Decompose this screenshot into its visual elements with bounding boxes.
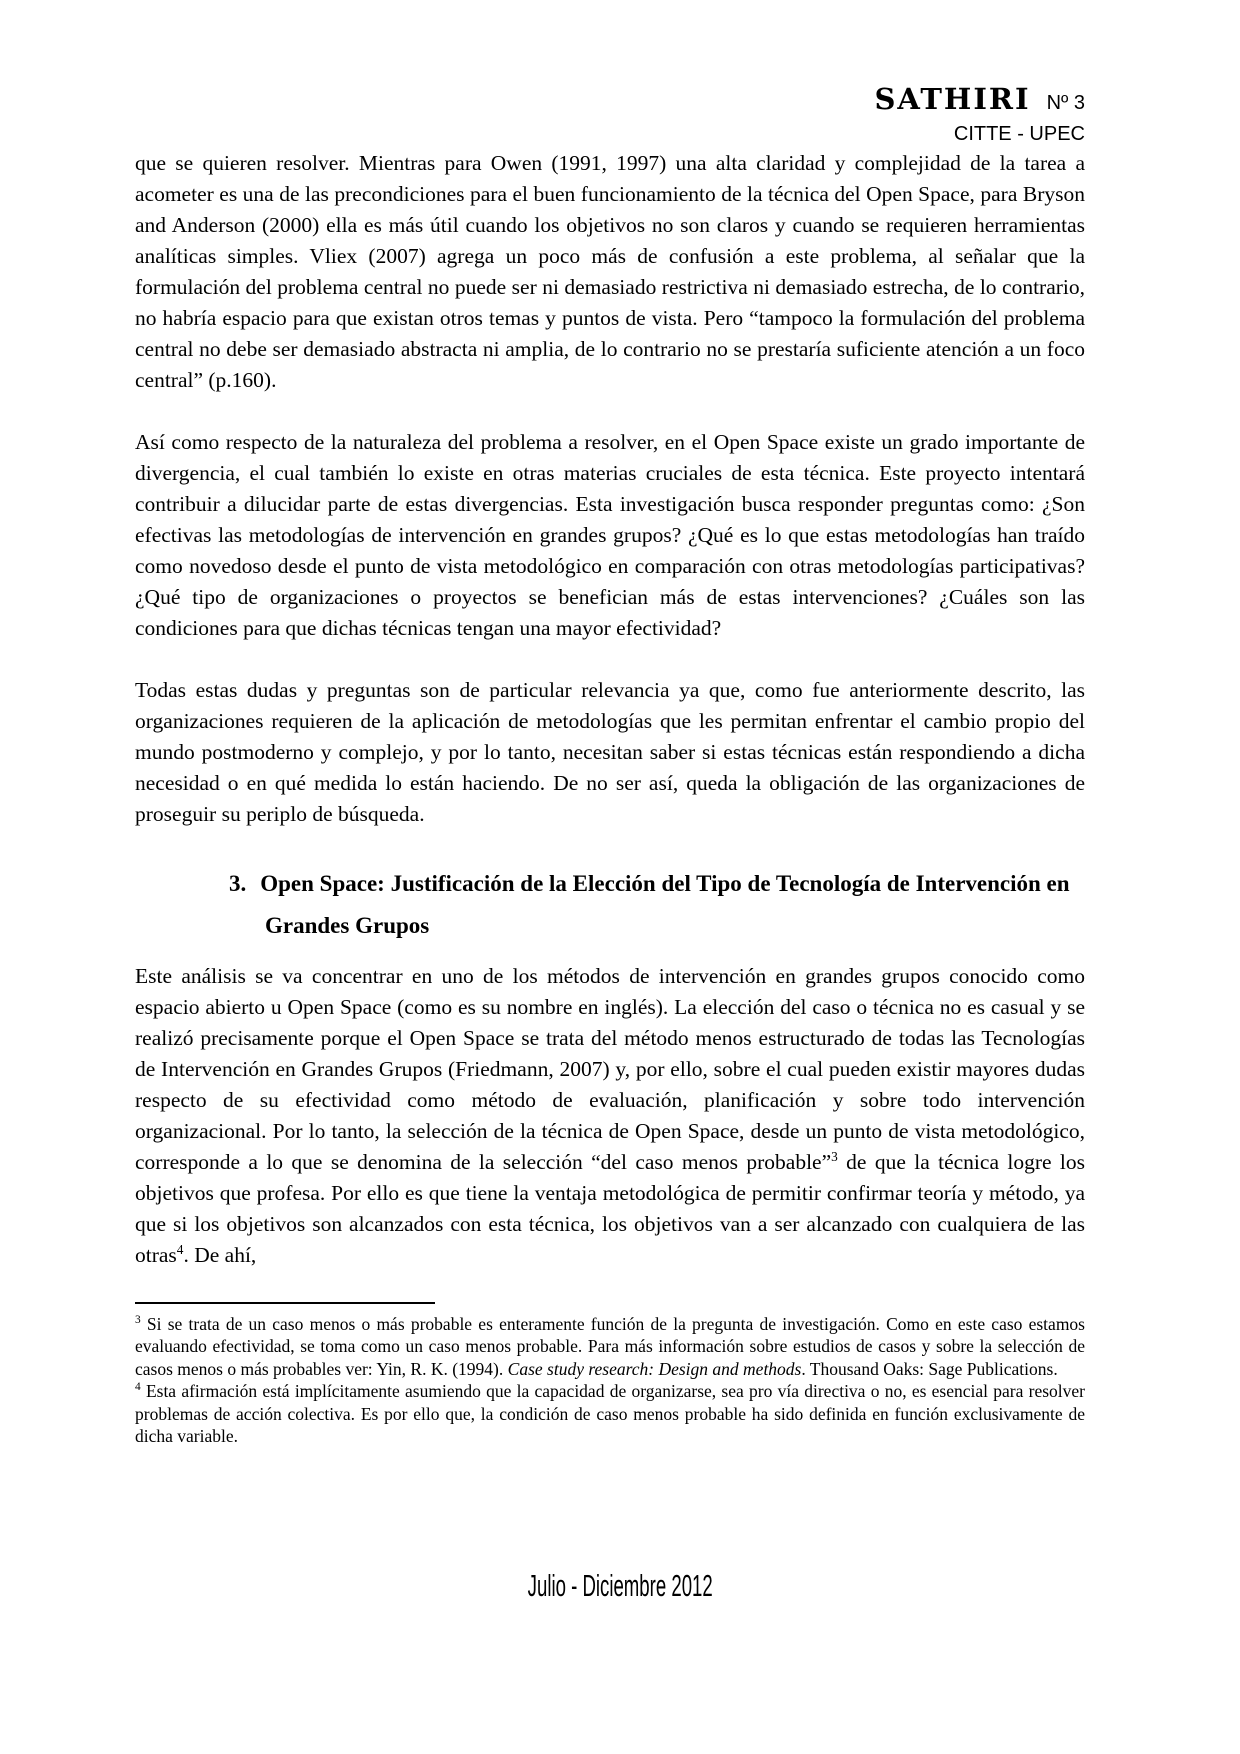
paragraph-1: que se quieren resolver. Mientras para Owen (1991, 1997) una alta claridad y complejidad de la tarea a acometer es una de las precondiciones para el buen funcionamiento de la técnica del Open Space, para Bryson and Anderson (2000) ella es más útil cuando los objetivos no son claros y cuando se requieren herramientas analíticas simples. Vliex (2007) agrega un poco más de confusión a este problema, al señalar que la formulación del problema central no puede ser ni demasiado restrictiva ni demasiado estrecha, de lo contrario, no habría espacio para que existan otros temas y puntos de vista. Pero “tampoco la formulación del problema central no debe ser demasiado abstracta ni amplia, de lo contrario no se prestaría suficiente atención a un foco central” (p.160).: [135, 151, 1085, 392]
page-header: [135, 0, 1085, 146]
footnotes-section: [135, 1313, 1085, 1447]
paragraph-4-text-1: Este análisis se va concentrar en uno de los métodos de intervención en grandes grupos conocido como espacio abierto u Open Space (como es su nombre en inglés). La elección del caso o técnica no es casual y se realizó precisamente porque el Open Space se trata del método menos estructurado de todas las Tecnologías de Intervención en Grandes Grupos (Friedmann, 2007) y, por ello, sobre el cual pueden existir mayores dudas respecto de su efectividad como método de evaluación, planificación y sobre todo intervención organizacional. Por lo tanto, la selección de la técnica de Open Space, desde un punto de vista metodológico, corresponde a lo que se denomina de la selección “del caso menos probable”: [135, 964, 1085, 1174]
paragraph-2: Así como respecto de la naturaleza del problema a resolver, en el Open Space existe un grado importante de divergencia, el cual también lo existe en otras materias cruciales de esta técnica. Este proyecto intentará contribuir a dilucidar parte de estas divergencias. Esta investigación busca responder preguntas como: ¿Son efectivas las metodologías de intervención en grandes grupos? ¿Qué es lo que estas metodologías han traído como novedoso desde el punto de vista metodológico en comparación con otras metodologías participativas? ¿Qué tipo de organizaciones o proyectos se benefician más de estas intervenciones? ¿Cuáles son las condiciones para que dichas técnicas tengan una mayor efectividad?: [135, 430, 1085, 640]
text-column: [135, 0, 1085, 1447]
paragraph-4: [135, 961, 1085, 1271]
footnote-3-book-title: Case study research: Design and methods: [507, 1358, 802, 1379]
footnote-reference-3: 3: [831, 1148, 838, 1164]
footnote-3: [135, 1313, 1085, 1380]
section-title: Open Space: Justificación de la Elección del Tipo de Tecnología de Intervención en Grandes Grupos: [260, 871, 1070, 938]
journal-masthead: [135, 82, 1085, 122]
paragraph-4-text-3: . De ahí,: [183, 1243, 257, 1267]
section-heading: [135, 863, 1085, 947]
issue-number: Nº 3: [1046, 92, 1085, 114]
footnote-4-text: Esta afirmación está implícitamente asumiendo que la capacidad de organizarse, sea pro vía directiva o no, es esencial para resolver problemas de acción colectiva. Es por ello que, la condición de caso menos probable ha sido definida en función exclusivamente de dicha variable.: [135, 1381, 1085, 1447]
footnote-3-marker: 3: [135, 1314, 141, 1327]
footnote-3-text: Si se trata de un caso menos o más probable es enteramente función de la pregunta de investigación. Como en este caso estamos evaluando efectividad, se toma como un caso menos probable. Para más información sobre estudios de casos y sobre la selección de casos menos o más probables ver: Yin, R. K. (1994).: [135, 1314, 1085, 1379]
institution-name: CITTE - UPEC: [953, 123, 1085, 145]
footnote-4: [135, 1380, 1085, 1447]
section-number: 3.: [229, 871, 247, 896]
journal-title: SATHIRI: [874, 82, 1031, 116]
footnote-4-marker: 4: [135, 1381, 141, 1394]
footnote-reference-4: 4: [176, 1241, 184, 1257]
issue-period: Julio - Diciembre 2012: [527, 1568, 713, 1603]
page-footer: [0, 1568, 1240, 1604]
paragraph-4-text-2: de que la técnica logre los objetivos que profesa. Por ello es que tiene la ventaja metodológica de permitir confirmar teoría y método, ya que si los objetivos son alcanzados con esta técnica, los objetivos van a ser alcanzado con cualquiera de las otras: [135, 1150, 1085, 1267]
footnote-separator-line: [135, 1302, 435, 1304]
paragraph-3: Todas estas dudas y preguntas son de particular relevancia ya que, como fue anteriormente descrito, las organizaciones requieren de la aplicación de metodologías que les permitan enfrentar el cambio propio del mundo postmoderno y complejo, y por lo tanto, necesitan saber si estas técnicas están respondiendo a dicha necesidad o en qué medida lo están haciendo. De no ser así, queda la obligación de las organizaciones de proseguir su periplo de búsqueda.: [135, 678, 1085, 826]
footnote-3-text-end: . Thousand Oaks: Sage Publications.: [801, 1358, 1058, 1379]
